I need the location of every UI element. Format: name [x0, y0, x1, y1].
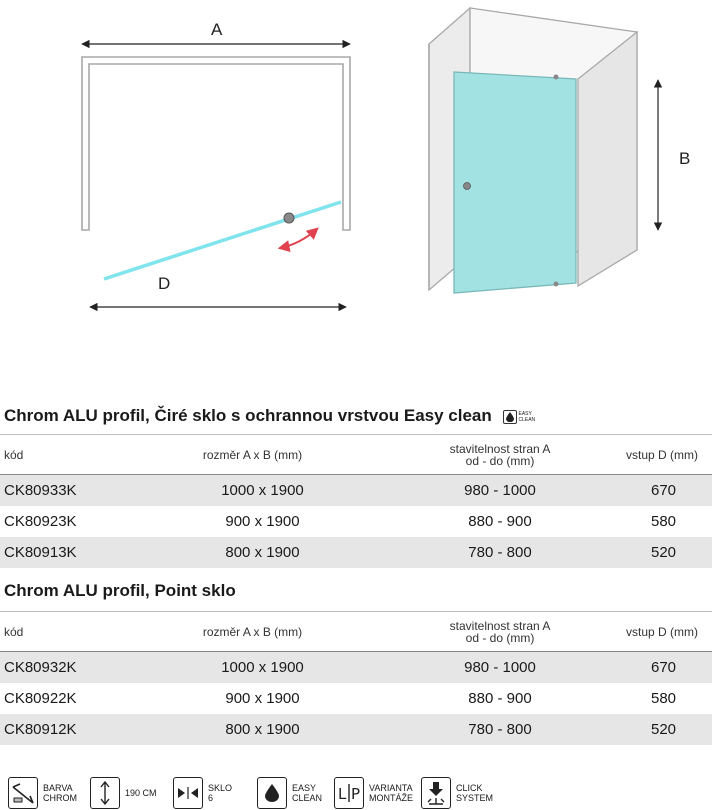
cell-code: CK80922K — [4, 689, 77, 707]
cell-code: CK80923K — [4, 512, 77, 530]
easy-clean-badge — [503, 410, 536, 424]
cell-code: CK80932K — [0, 652, 140, 683]
cell-size: 900 x 1900 — [225, 512, 300, 530]
table-row — [0, 506, 712, 537]
top-hinge — [554, 75, 559, 80]
easy-clean-icon — [257, 777, 287, 809]
table-row — [0, 475, 712, 506]
table-row — [0, 683, 712, 714]
spec-table-easy-clean — [0, 434, 712, 568]
cell-entry: 580 — [650, 689, 677, 707]
header-adjust: stavitelnost stran A od - do (mm) — [385, 612, 615, 652]
feature-legend — [0, 776, 714, 810]
legend-item-chrome: BARVA CHROM — [8, 776, 77, 810]
glass-thickness-icon — [173, 777, 203, 809]
legend-item-mounting: L P VARIANTA MONTÁŽE — [334, 776, 413, 810]
badge-line1: EASY — [518, 410, 532, 417]
door-glass-top-view — [104, 202, 341, 279]
cell-adjust: 780 - 800 — [385, 537, 615, 568]
legend-item-glass: SKLO 6 — [173, 776, 232, 810]
header-size: rozměr A x B (mm) — [140, 612, 385, 652]
mounting-variant-icon — [334, 777, 364, 809]
label-b: B — [679, 149, 691, 168]
click-system-icon — [421, 777, 451, 809]
hinge-point — [284, 213, 294, 223]
cell-entry: 520 — [615, 714, 712, 745]
glass-door-3d — [454, 72, 576, 293]
cell-entry: 520 — [615, 537, 712, 568]
header-code: kód — [0, 612, 140, 652]
table-row — [0, 714, 712, 745]
cell-size: 1000 x 1900 — [140, 652, 385, 683]
section-title-text: Chrom ALU profil, Point sklo — [4, 581, 236, 600]
header-adjust: stavitelnost stran A od - do (mm) — [385, 435, 615, 475]
cell-code: CK80912K — [0, 714, 140, 745]
cell-size: 1000 x 1900 — [140, 475, 385, 506]
header-size: rozměr A x B (mm) — [140, 435, 385, 475]
height-icon — [90, 777, 120, 809]
drop-icon — [503, 410, 517, 424]
header-entry: vstup D (mm) — [615, 435, 712, 475]
table-row — [0, 652, 712, 683]
section-title-text: Chrom ALU profil, Čiré sklo s ochrannou vrstvou Easy clean — [4, 406, 492, 425]
section-title-point — [4, 581, 236, 601]
chrome-color-icon — [8, 777, 38, 809]
legend-item-click: CLICK SYSTEM — [421, 776, 493, 810]
svg-text:P: P — [351, 785, 361, 803]
cell-adjust: 980 - 1000 — [385, 475, 615, 506]
badge-line2: CLEAN — [518, 416, 536, 423]
section-title-easy-clean — [4, 406, 535, 426]
cell-adjust: 880 - 900 — [468, 512, 532, 530]
cell-code: CK80933K — [0, 475, 140, 506]
cell-adjust: 980 - 1000 — [385, 652, 615, 683]
cell-adjust: 780 - 800 — [385, 714, 615, 745]
swing-arrow-icon — [280, 229, 317, 248]
table-row — [0, 537, 712, 568]
header-entry: vstup D (mm) — [615, 612, 712, 652]
cell-size: 800 x 1900 — [140, 714, 385, 745]
legend-item-height: 190 CM — [90, 776, 157, 810]
bottom-hinge — [554, 282, 559, 287]
door-knob — [464, 183, 471, 190]
diagram-drawing — [0, 0, 714, 370]
table-header-row — [0, 435, 712, 475]
label-a: A — [211, 20, 223, 39]
spec-table-point — [0, 611, 712, 745]
label-d: D — [158, 274, 171, 293]
header-code: kód — [0, 435, 140, 475]
cell-entry: 580 — [650, 512, 677, 530]
product-diagram — [0, 0, 714, 370]
wall-frame-top-view — [82, 57, 350, 230]
cell-size: 800 x 1900 — [140, 537, 385, 568]
legend-item-easy-clean: EASY CLEAN — [257, 776, 322, 810]
cell-entry: 670 — [615, 652, 712, 683]
cell-entry: 670 — [615, 475, 712, 506]
svg-text:L: L — [338, 785, 347, 803]
cell-adjust: 880 - 900 — [468, 689, 532, 707]
cell-code: CK80913K — [0, 537, 140, 568]
cell-size: 900 x 1900 — [225, 689, 300, 707]
table-header-row — [0, 612, 712, 652]
